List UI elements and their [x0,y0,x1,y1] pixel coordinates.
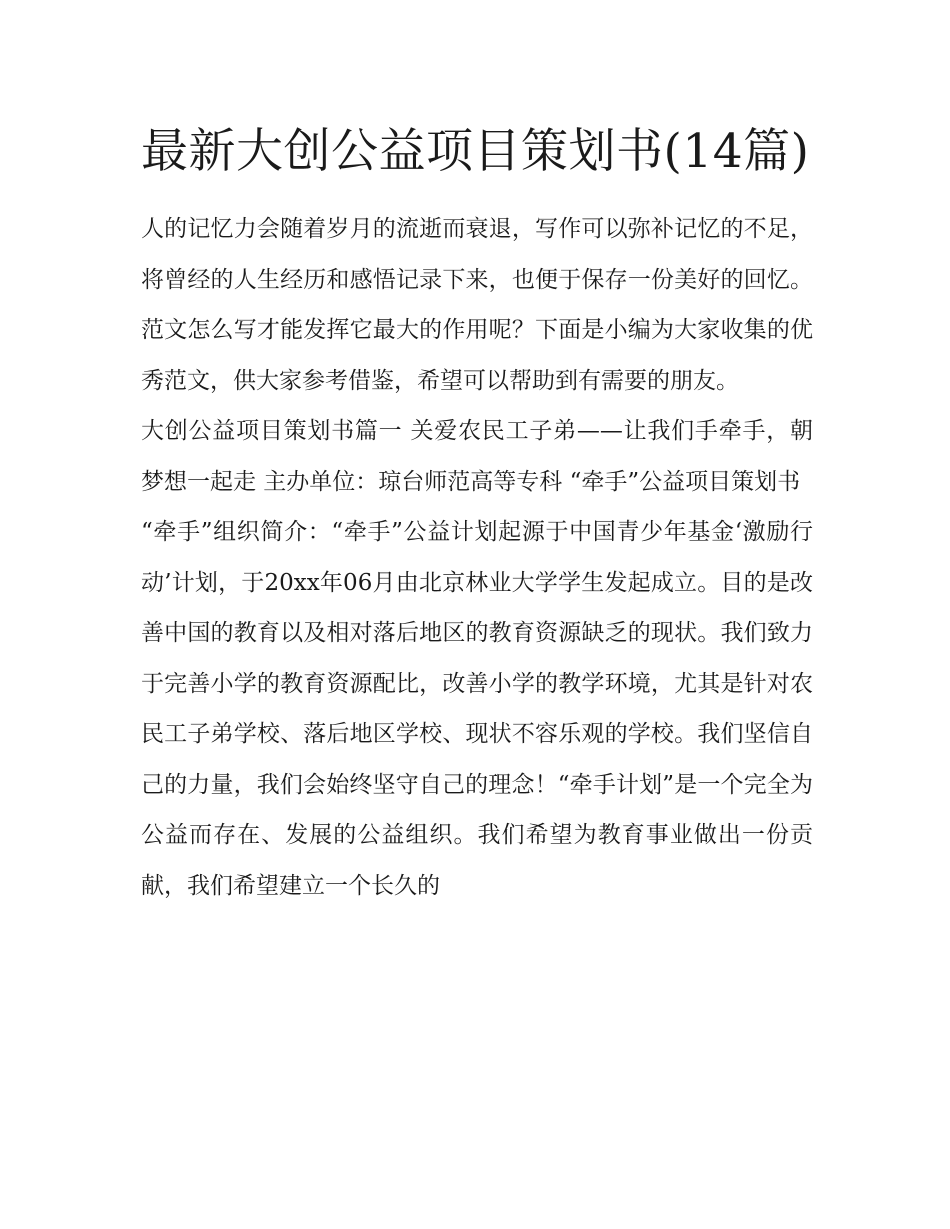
paragraph-organization-intro: “牵手”组织简介：“牵手”公益计划起源于中国青少年基金‘激励行动’计划，于20xx年06月由北京林业大学学生发起成立。目的是改善中国的教育以及相对落后地区的教育资源缺乏的现状。我们致力于完善小学的教育资源配比，改善小学的教学环境，尤其是针对农民工子弟学校、落后地区学校、现状不容乐观的学校。我们坚信自己的力量，我们会始终坚守自己的理念！“牵手计划”是一个完全为公益而存在、发展的公益组织。我们希望为教育事业做出一份贡献，我们希望建立一个长久的 [141,519,813,899]
paragraph-intro: 人的记忆力会随着岁月的流逝而衰退，写作可以弥补记忆的不足，将曾经的人生经历和感悟记录下来，也便于保存一份美好的回忆。范文怎么写才能发挥它最大的作用呢？下面是小编为大家收集的优秀范文，供大家参考借鉴，希望可以帮助到有需要的朋友。 [141,216,813,394]
document-page [141,112,813,911]
document-title: 最新大创公益项目策划书(14篇) [141,124,810,179]
paragraph-section-heading: 大创公益项目策划书篇一 关爱农民工子弟——让我们手牵手，朝梦想一起走 主办单位：琼台师范高等专科 “牵手”公益项目策划书 [141,418,813,495]
